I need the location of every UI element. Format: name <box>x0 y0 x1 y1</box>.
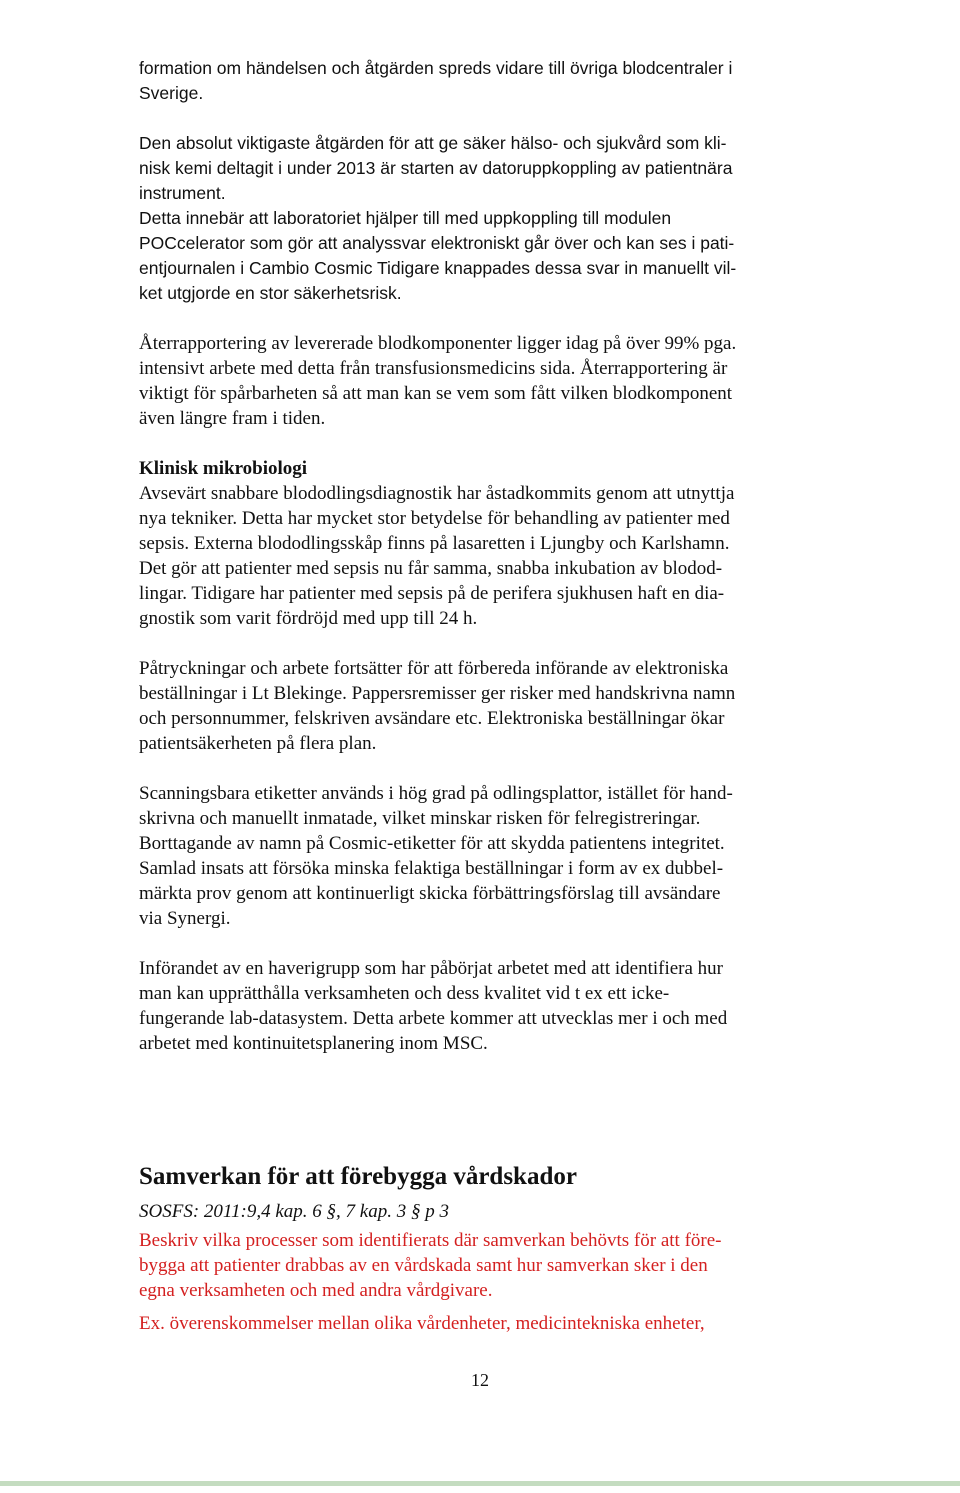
footer-rule <box>0 1481 960 1486</box>
paragraph-reporting <box>139 331 839 431</box>
paragraph-contingency <box>139 956 839 1056</box>
document-body <box>139 56 839 1081</box>
text-line: man kan upprätthålla verksamheten och dess kvalitet vid t ex ett icke- <box>139 983 670 1004</box>
text-line: viktigt för spårbarheten så att man kan se vem som fått vilken blodkomponent <box>139 383 733 404</box>
text-line: Borttagande av namn på Cosmic-etiketter för att skydda patientens integritet. <box>139 833 725 854</box>
text-line: nya tekniker. Detta har mycket stor betydelse för behandling av patienter med <box>139 508 730 529</box>
instruction-line: egna verksamheten och med andra vårdgivare. <box>139 1280 493 1301</box>
paragraph-microbiology <box>139 456 839 631</box>
text-line: formation om händelsen och åtgärden spreds vidare till övriga blodcentraler i <box>139 58 733 78</box>
text-line: Införandet av en haverigrupp som har påbörjat arbetet med att identifiera hur <box>139 958 724 979</box>
paragraph-data-connection <box>139 131 839 306</box>
text-line: Den absolut viktigaste åtgärden för att ge säker hälso- och sjukvård som kli- <box>139 133 727 153</box>
text-line: fungerande lab-datasystem. Detta arbete kommer att utvecklas mer i och med <box>139 1008 728 1029</box>
text-line: beställningar i Lt Blekinge. Pappersremisser ger risker med handskrivna namn <box>139 683 736 704</box>
text-line: nisk kemi deltagit i under 2013 är starten av datoruppkoppling av patientnära <box>139 158 733 178</box>
text-line: märkta prov genom att kontinuerligt skicka förbättringsförslag till avsändare <box>139 883 721 904</box>
instruction-line: bygga att patienter drabbas av en vårdskada samt hur samverkan sker i den <box>139 1255 708 1276</box>
text-line: och personnummer, felskriven avsändare etc. Elektroniska beställningar ökar <box>139 708 725 729</box>
regulation-reference: SOSFS: 2011:9,4 kap. 6 §, 7 kap. 3 § p 3 <box>139 1201 449 1222</box>
text-line: skrivna och manuellt inmatade, vilket minskar risken för felregistreringar. <box>139 808 701 829</box>
text-line: Scanningsbara etiketter används i hög grad på odlingsplattor, istället för hand- <box>139 783 733 804</box>
section-subheading: Klinisk mikrobiologi <box>139 458 308 479</box>
text-line: sepsis. Externa blododlingsskåp finns på lasaretten i Ljungby och Karlshamn. <box>139 533 730 554</box>
section-body <box>139 1199 839 1336</box>
text-line: POCcelerator som gör att analyssvar elektroniskt går över och kan ses i pati- <box>139 233 735 253</box>
text-line: entjournalen i Cambio Cosmic Tidigare knappades dessa svar in manuellt vil- <box>139 258 737 278</box>
section-heading: Samverkan för att förebygga vårdskador <box>139 1163 577 1190</box>
text-line: Avsevärt snabbare blododlingsdiagnostik har åstadkommits genom att utnyttja <box>139 483 735 504</box>
text-line: Samlad insats att försöka minska felaktiga beställningar i form av ex dubbel- <box>139 858 724 879</box>
text-line: patientsäkerheten på flera plan. <box>139 733 377 754</box>
text-line: Sverige. <box>139 83 204 103</box>
page-number: 12 <box>471 1370 489 1390</box>
text-line: Återrapportering av levererade blodkomponenter ligger idag på över 99% pga. <box>139 333 737 354</box>
text-line: Påtryckningar och arbete fortsätter för att förbereda införande av elektroniska <box>139 658 729 679</box>
paragraph-blood-centrals <box>139 56 839 106</box>
text-line: lingar. Tidigare har patienter med sepsis på de perifera sjukhusen haft en dia- <box>139 583 725 604</box>
text-line: även längre fram i tiden. <box>139 408 326 429</box>
text-line: gnostik som varit fördröjd med upp till 24 h. <box>139 608 478 629</box>
text-line: Detta innebär att laboratoriet hjälper till med uppkoppling till modulen <box>139 208 672 228</box>
text-line: via Synergi. <box>139 908 231 929</box>
paragraph-labels <box>139 781 839 931</box>
text-line: Det gör att patienter med sepsis nu får samma, snabba inkubation av blodod- <box>139 558 723 579</box>
text-line: intensivt arbete med detta från transfusionsmedicins sida. Återrapportering är <box>139 358 728 379</box>
text-line: instrument. <box>139 183 226 203</box>
text-line: ket utgjorde en stor säkerhetsrisk. <box>139 283 402 303</box>
instruction-line: Beskriv vilka processer som identifierats där samverkan behövts för att före- <box>139 1230 722 1251</box>
paragraph-electronic-orders <box>139 656 839 756</box>
example-line: Ex. överenskommelser mellan olika vårdenheter, medicintekniska enheter, <box>139 1313 705 1334</box>
text-line: arbetet med kontinuitetsplanering inom MSC. <box>139 1033 488 1054</box>
